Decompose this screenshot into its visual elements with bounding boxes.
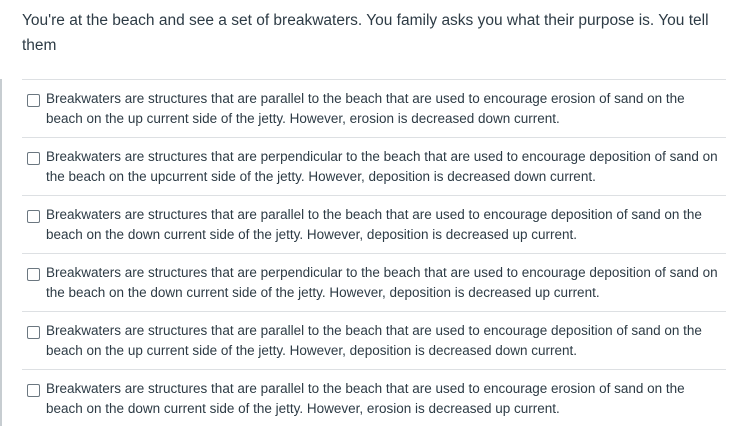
answer-checkbox-5[interactable]	[27, 326, 40, 339]
answer-list-border	[0, 79, 2, 426]
answer-list	[0, 79, 745, 426]
answer-option-3[interactable]	[22, 195, 726, 245]
answer-option-2[interactable]	[22, 137, 726, 187]
answer-option-5[interactable]	[22, 311, 726, 361]
question-text: You're at the beach and see a set of breakwaters. You family asks you what their purpose is. You tell them	[22, 12, 709, 54]
answer-checkbox-2[interactable]	[27, 152, 40, 165]
answer-checkbox-6[interactable]	[27, 384, 40, 397]
answer-label-2: Breakwaters are structures that are perpendicular to the beach that are used to encourage deposition of sand on the beach on the upcurrent side of the jetty. However, deposition is decreased down current.	[46, 149, 718, 184]
answer-label-3: Breakwaters are structures that are parallel to the beach that are used to encourage deposition of sand on the beach on the down current side of the jetty. However, deposition is decreased up current.	[46, 207, 702, 242]
answer-label-4: Breakwaters are structures that are perpendicular to the beach that are used to encourage deposition of sand on the beach on the down current side of the jetty. However, deposition is decreased up current.	[46, 265, 718, 300]
answer-checkbox-4[interactable]	[27, 268, 40, 281]
answer-checkbox-3[interactable]	[27, 210, 40, 223]
answer-option-6[interactable]	[22, 369, 726, 419]
answer-option-4[interactable]	[22, 253, 726, 303]
answer-label-5: Breakwaters are structures that are parallel to the beach that are used to encourage deposition of sand on the beach on the up current side of the jetty. However, deposition is decreased down current.	[46, 323, 702, 358]
answer-label-6: Breakwaters are structures that are parallel to the beach that are used to encourage erosion of sand on the beach on the down current side of the jetty. However, erosion is decreased up current.	[46, 381, 685, 416]
answer-checkbox-1[interactable]	[27, 94, 40, 107]
answer-option-1[interactable]	[22, 79, 726, 129]
answer-label-1: Breakwaters are structures that are parallel to the beach that are used to encourage erosion of sand on the beach on the up current side of the jetty. However, erosion is decreased down current.	[46, 91, 685, 126]
